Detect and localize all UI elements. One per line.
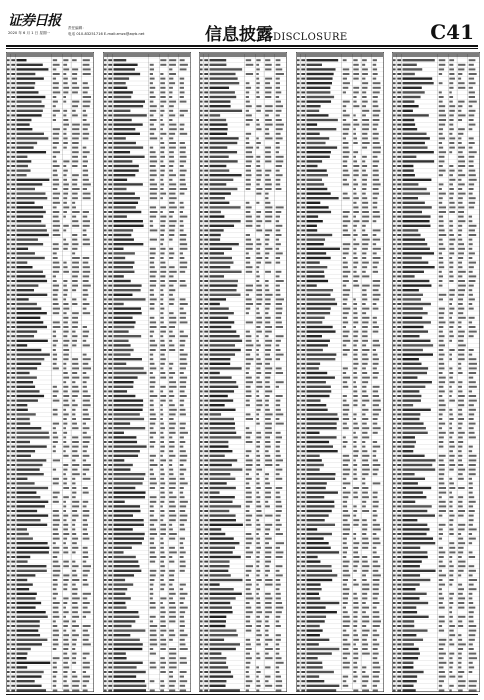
- table-column-1: [6, 52, 94, 692]
- table-column-3: [199, 52, 287, 692]
- page-number: C41: [430, 20, 474, 44]
- table-texture: [199, 52, 287, 692]
- issue-date: 2020 年 6 月 1 日 星期一: [8, 31, 51, 35]
- table-texture: [6, 52, 94, 692]
- table-column-2: [103, 52, 191, 692]
- header-rule-thin: [6, 48, 478, 49]
- header-rule-thick: [6, 45, 478, 47]
- disclosure-tables: [6, 52, 478, 692]
- table-texture: [296, 52, 384, 692]
- footer-rule: [6, 694, 478, 695]
- table-texture: [103, 52, 191, 692]
- newspaper-logo: 证券日报: [8, 13, 60, 29]
- table-texture: [392, 52, 480, 692]
- section-title: [205, 20, 347, 45]
- editor-line: 责任编辑：: [68, 26, 86, 30]
- section-title-cn: 信息披露: [205, 25, 273, 45]
- table-column-5: [392, 52, 480, 692]
- table-column-4: [296, 52, 384, 692]
- contact-line: 电话 010-83251716 E-mail:zmzx@zqrb.net: [68, 32, 145, 36]
- section-title-en: DISCLOSURE: [273, 32, 348, 43]
- masthead: [0, 0, 484, 44]
